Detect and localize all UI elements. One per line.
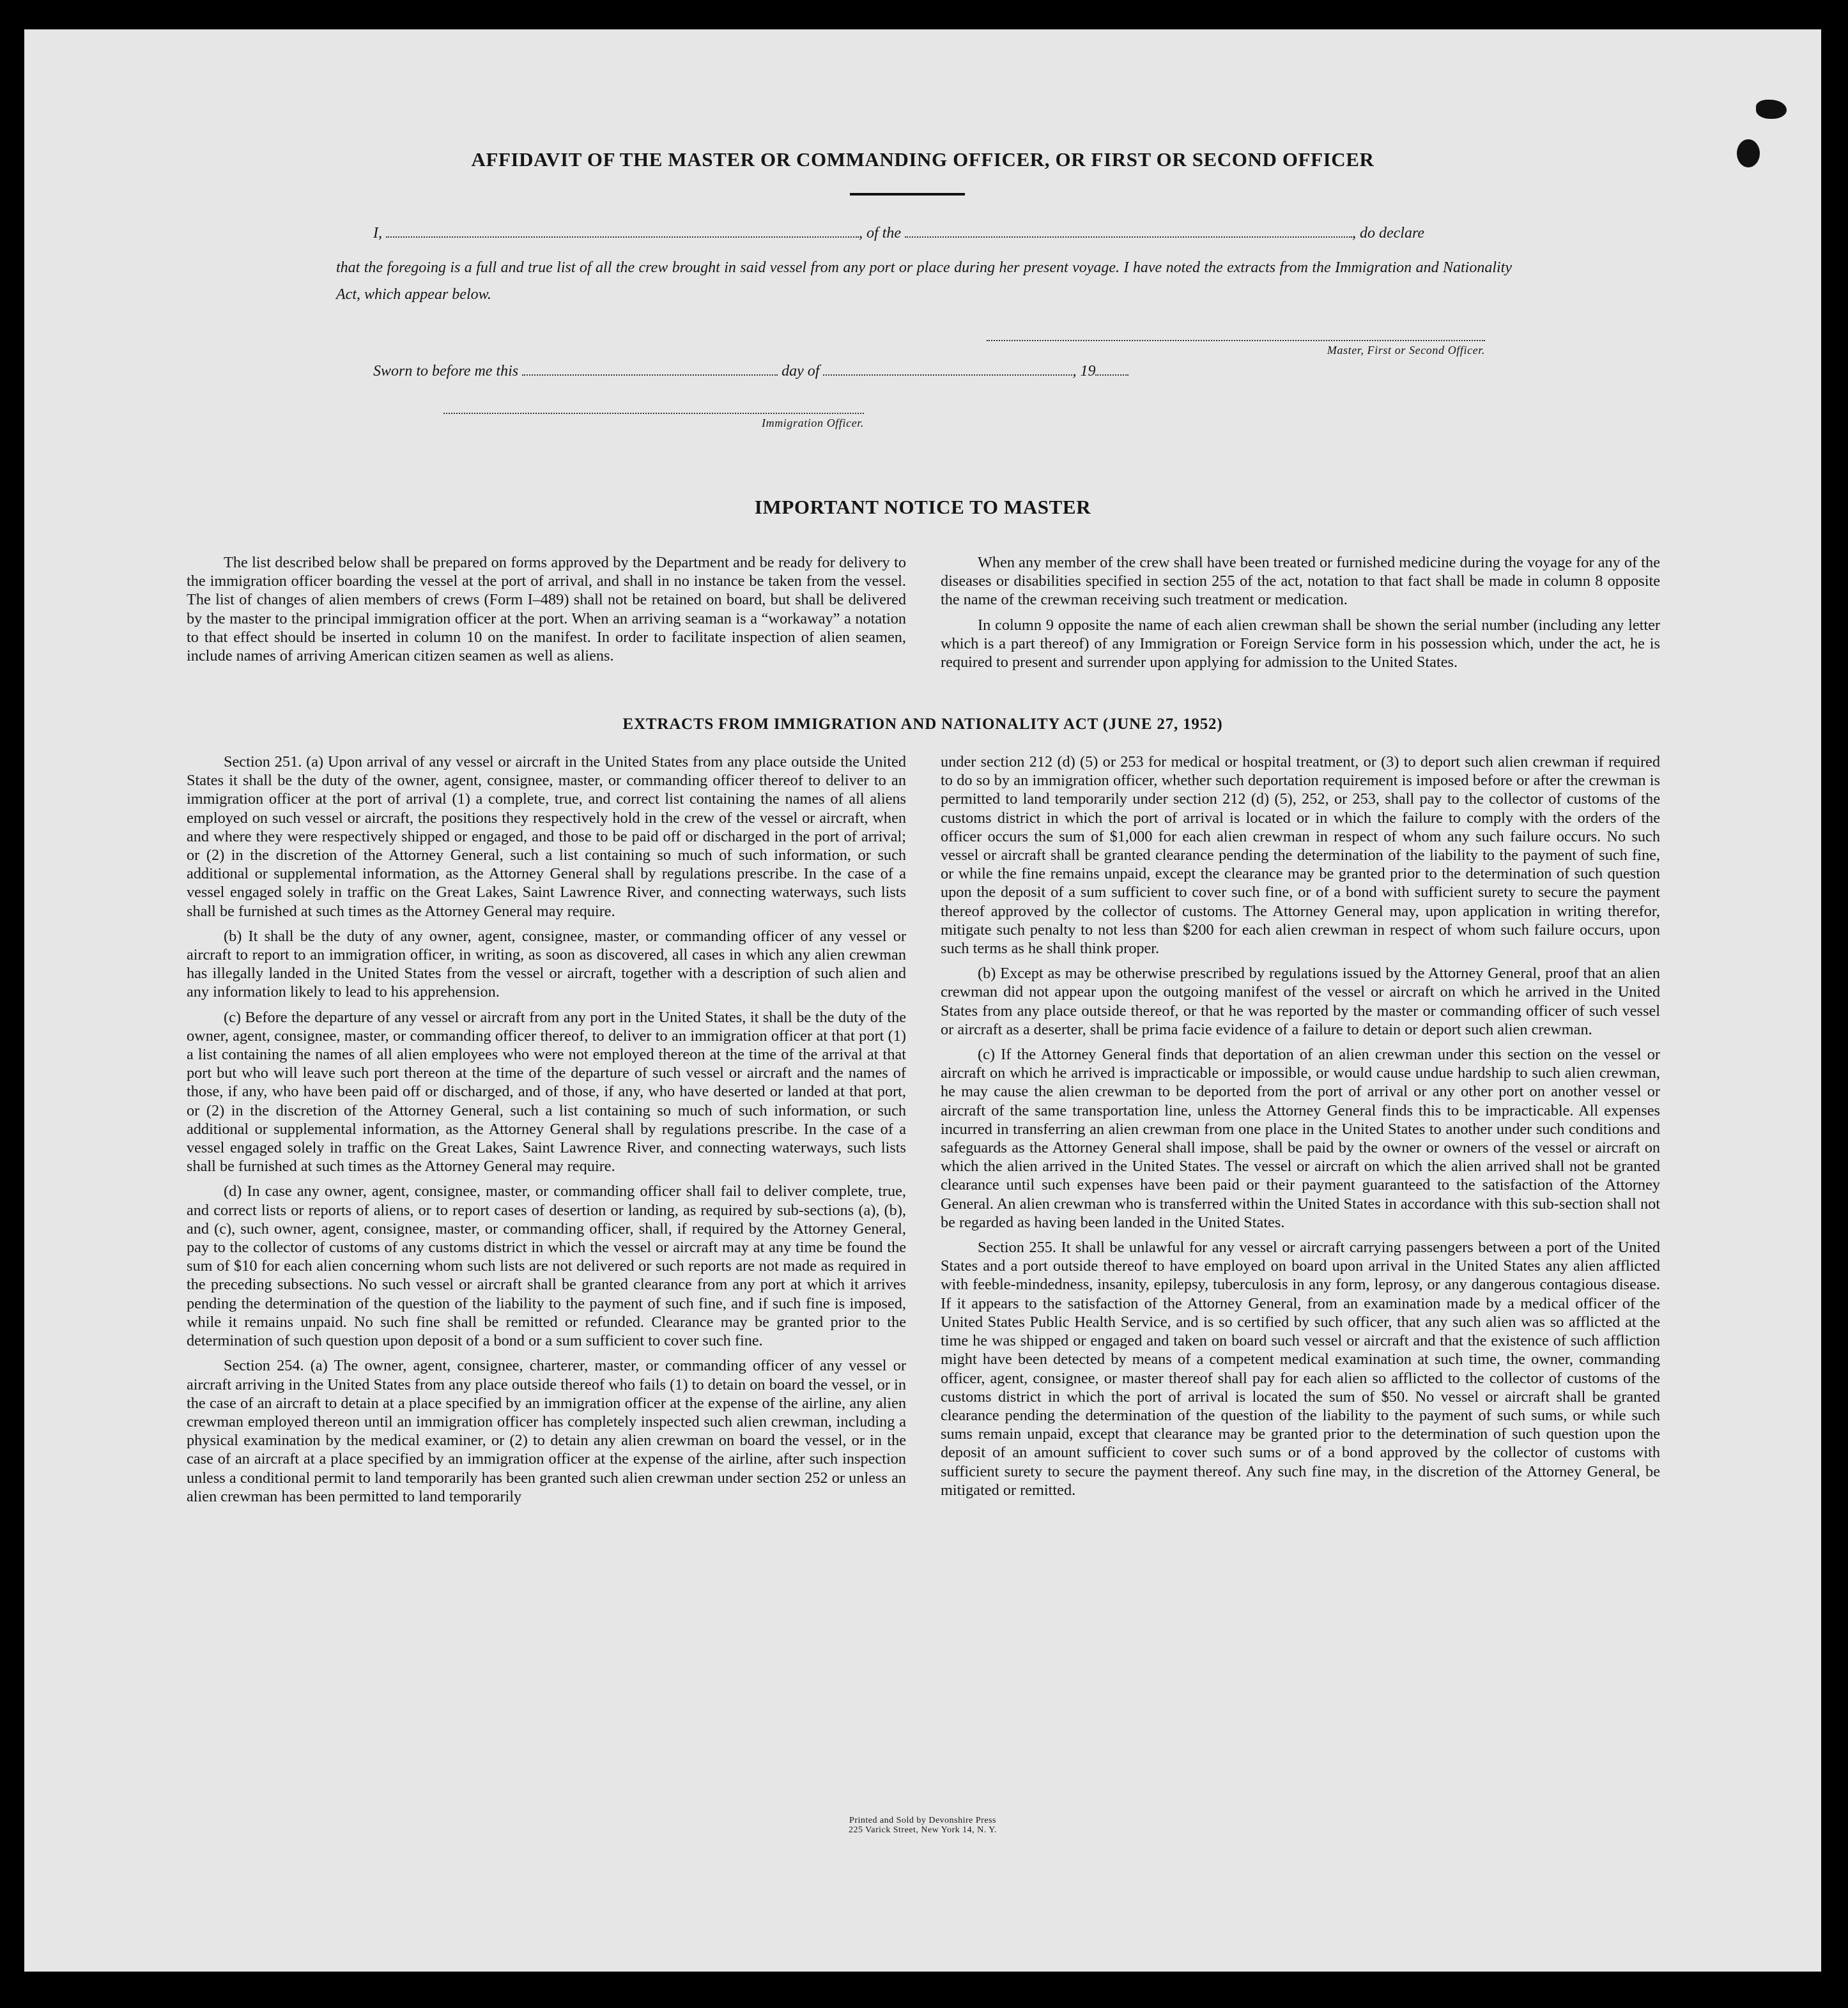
sworn-line	[373, 363, 1268, 380]
master-signature-line[interactable]	[987, 340, 1485, 341]
of-the-label: , of the	[859, 225, 901, 241]
section-251-d: (d) In case any owner, agent, consignee, master, or commanding officer shall fail to deliver complete, true, and correct lists or reports of aliens, or to report cases of desertion or landing, as required by sub-sections (a), (b), and (c), such owner, agent, consignee, master, or commanding officer, shall, if required by the Attorney General, pay to the collector of customs of any customs district in which the vessel or aircraft may at any time be found the sum of $10 for each alien concerning whom such lists are not delivered or such reports are not made as required in the preceding subsections. No such vessel or aircraft shall be granted clearance from any port at which it arrives pending the determination of the question of the liability to the payment of such fine, and if such fine is imposed, while it remains unpaid. No such fine shall be remitted or refunded. Clearance may be granted prior to the determination of such question upon deposit of a bond or a sum sufficient to cover such fine.	[187, 1183, 906, 1350]
section-255: Section 255. It shall be unlawful for any vessel or aircraft carrying passengers between a port of the United States and a port outside thereof to have employed on board upon arrival in the United States any alien afflicted with feeble-mindedness, insanity, epilepsy, tuberculosis in any form, leprosy, or any dangerous contagious disease. If it appears to the satisfaction of the Attorney General, from an examination made by a medical officer of the United States Public Health Service, and is so certified by such officer, that any such alien was so afflicted at the time he was shipped or engaged and taken on board such vessel or aircraft and that the existence of such affliction might have been detected by means of a competent medical examination at such time, the owner, commanding officer, agent, consignee, or master thereof shall pay for each alien so afflicted to the collector of customs of the customs district in which the port of arrival is located the sum of $50. No vessel or aircraft shall be granted clearance pending the determination of the question of the liability to the payment of such sums, or while such sums remain unpaid, except that clearance may be granted prior to the determination of such question upon the deposit of an amount sufficient to cover such sums or of a bond approved by the collector of customs with sufficient surety to secure the payment thereof. Any such fine may, in the discretion of the Attorney General, be mitigated or remitted.	[941, 1239, 1660, 1499]
vessel-blank[interactable]	[905, 236, 1352, 238]
officer-signature-caption: Immigration Officer.	[762, 417, 864, 429]
sworn-year-blank[interactable]	[1095, 374, 1128, 376]
section-254-a-continued: under section 212 (d) (5) or 253 for medical or hospital treatment, or (3) to deport such alien crewman if required to do so by an immigration officer, whether such deportation requirement is imposed before or after the crewman is permitted to land temporarily under section 212 (d) (5), 252, or 253, shall pay to the collector of customs of the customs district in which the port of arrival is located or in which the failure to comply with the orders of the officer occurs the sum of $1,000 for each alien crewman in respect of whom any such failure occurs. No such vessel or aircraft shall be granted clearance pending the determination of the liability to the payment of such fine, or while the fine remains unpaid, except the clearance may be granted prior to the determination of such question upon the deposit of a sum sufficient to cover such fine, or of a bond with sufficient surety to secure the payment thereof approved by the collector of customs. The Attorney General may, upon application in writing therefor, mitigate such penalty to not less than $200 for each alien crewman in respect of whom such failure occurs, upon such terms as he shall think proper.	[941, 753, 1660, 958]
section-251-c: (c) Before the departure of any vessel or aircraft from any port in the United States, it shall be the duty of the owner, agent, consignee, master, or commanding officer thereof, to deliver to an immigration officer at that port (1) a list containing the names of all alien employees who were not employed thereon at the time of the arrival at that port but who will leave such port thereon at the time of the departure of such vessel or aircraft and the names of those, if any, who have been paid off or discharged, and of those, if any, who have deserted or landed at that port, or (2) in the discretion of the Attorney General, such a list containing so much of such information, or such additional or supplemental information, as the Attorney General shall by regulations prescribe. In the case of a vessel engaged solely in traffic on the Great Lakes, Saint Lawrence River, and connecting waterways, such lists shall be furnished at such times as the Attorney General may require.	[187, 1008, 906, 1176]
ink-blot	[1737, 139, 1760, 167]
notice-right-column	[941, 553, 1660, 678]
do-declare-label: , do declare	[1352, 225, 1425, 241]
declaration-i-label: I,	[373, 225, 382, 241]
declaration-line-1	[373, 225, 1511, 242]
notice-paragraph: In column 9 opposite the name of each alien crewman shall be shown the serial number (including any letter which is a part thereof) of any Immigration or Foreign Service form in his possession which, under the act, he is required to present and surrender upon applying for admission to the United States.	[941, 616, 1660, 671]
section-254-c: (c) If the Attorney General finds that deportation of an alien crewman under this section on the vessel or aircraft on which he arrived is impracticable or impossible, or would cause undue hardship to such alien crewman, he may cause the alien crewman to be deported from the port of arrival or any other port on another vessel or aircraft of the same transportation line, unless the Attorney General finds this to be impracticable. All expenses incurred in transferring an alien crewman from one place in the United States to another under such conditions and safeguards as the Attorney General shall impose, shall be paid by the owner or owners of the vessel or aircraft on which the alien arrived in the United States. The vessel or aircraft on which the alien arrived shall not be granted clearance until such expenses have been paid or their payment guaranteed to the satisfaction of the Attorney General. An alien crewman who is transferred within the United States in accordance with this sub-section shall not be regarded as having been landed in the United States.	[941, 1046, 1660, 1231]
section-254-b: (b) Except as may be otherwise prescribed by regulations issued by the Attorney General, proof that an alien crewman did not appear upon the outgoing manifest of the vessel or aircraft on which he arrived in the United States from any place outside thereof, or that he was reported by the master or commanding officer of such vessel or aircraft as a deserter, shall be prima facie evidence of a failure to detain or deport such alien crewman.	[941, 965, 1660, 1038]
extracts-title: EXTRACTS FROM IMMIGRATION AND NATIONALITY ACT (JUNE 27, 1952)	[622, 716, 1223, 733]
extracts-left-column	[187, 753, 906, 1512]
document-page	[24, 29, 1821, 1972]
ink-blot	[1756, 100, 1787, 119]
notice-paragraph: When any member of the crew shall have been treated or furnished medicine during the voyage for any of the diseases or disabilities specified in section 255 of the act, notation to that fact shall be made in column 8 opposite the name of the crewman receiving such treatment or medication.	[941, 554, 1660, 609]
section-251-b: (b) It shall be the duty of any owner, agent, consignee, master, or commanding officer of any vessel or aircraft to report to an immigration officer, in writing, as soon as discovered, all cases in which any alien crewman has illegally landed in the United States from the vessel or aircraft, together with a description of such alien and any information likely to lead to his apprehension.	[187, 927, 906, 1001]
printer-imprint-line-1: Printed and Sold by Devonshire Press	[849, 1816, 996, 1825]
title-divider	[850, 193, 965, 195]
year-prefix-label: , 19	[1072, 363, 1096, 379]
extracts-right-column	[941, 753, 1660, 1506]
printer-imprint-line-2: 225 Varick Street, New York 14, N. Y.	[848, 1825, 997, 1835]
notice-title: IMPORTANT NOTICE TO MASTER	[754, 496, 1091, 518]
printer-imprint	[24, 1816, 1821, 1835]
day-of-label: day of	[782, 363, 820, 379]
sworn-day-blank[interactable]	[522, 374, 778, 376]
section-251-a: Section 251. (a) Upon arrival of any vessel or aircraft in the United States from any place outside the United States it shall be the duty of the owner, agent, consignee, master, or commanding officer thereof to deliver to an immigration officer at the port of arrival (1) a complete, true, and correct list containing the names of all aliens employed on such vessel or aircraft, the positions they respectively hold in the crew of the vessel or aircraft, when and where they were respectively shipped or engaged, and those to be paid off or discharged in the port of arrival; or (2) in the discretion of the Attorney General, such a list containing so much of such information, or such additional or supplemental information, as the Attorney General shall by regulations prescribe. In the case of a vessel engaged solely in traffic on the Great Lakes, Saint Lawrence River, and connecting waterways, such lists shall be furnished at such times as the Attorney General may require.	[187, 753, 906, 920]
sworn-label: Sworn to before me this	[373, 363, 519, 379]
notice-left-column	[187, 553, 906, 671]
name-blank[interactable]	[386, 236, 859, 238]
section-254-a: Section 254. (a) The owner, agent, consignee, charterer, master, or commanding officer of any vessel or aircraft arriving in the United States from any place outside thereof who fails (1) to detain on board the vessel, or in the case of an aircraft to detain at a place specified by an immigration officer at the expense of the airline, any alien crewman employed thereon until an immigration officer has completely inspected such alien crewman, including a physical examination by the medical examiner, or (2) to detain any alien crewman on board the vessel, or in the case of an aircraft at a place specified by an immigration officer at the expense of the airline, after such inspection unless a conditional permit to land temporarily has been granted such alien crewman under section 252 or unless an alien crewman has been permitted to land temporarily	[187, 1357, 906, 1505]
master-signature-caption: Master, First or Second Officer.	[1327, 344, 1485, 356]
officer-signature-line[interactable]	[443, 413, 864, 414]
declaration-statement: that the foregoing is a full and true list of all the crew brought in said vessel from any port or place during her present voyage. I have noted the extracts from the Immigration and Nationality Act, which appear below.	[336, 259, 1512, 303]
affidavit-title: AFFIDAVIT OF THE MASTER OR COMMANDING OFFICER, OR FIRST OR SECOND OFFICER	[471, 148, 1374, 171]
notice-paragraph: The list described below shall be prepared on forms approved by the Department and be ready for delivery to the immigration officer boarding the vessel at the port of arrival, and shall in no instance be taken from the vessel. The list of changes of alien members of crews (Form I–489) shall not be retained on board, but shall be delivered by the master to the principal immigration officer at the port. When an arriving seaman is a “workaway” a notation to that effect should be inserted in column 10 on the manifest. In order to facilitate inspection of alien seamen, include names of arriving American citizen seamen as well as aliens.	[187, 554, 906, 665]
sworn-month-blank[interactable]	[823, 374, 1072, 376]
